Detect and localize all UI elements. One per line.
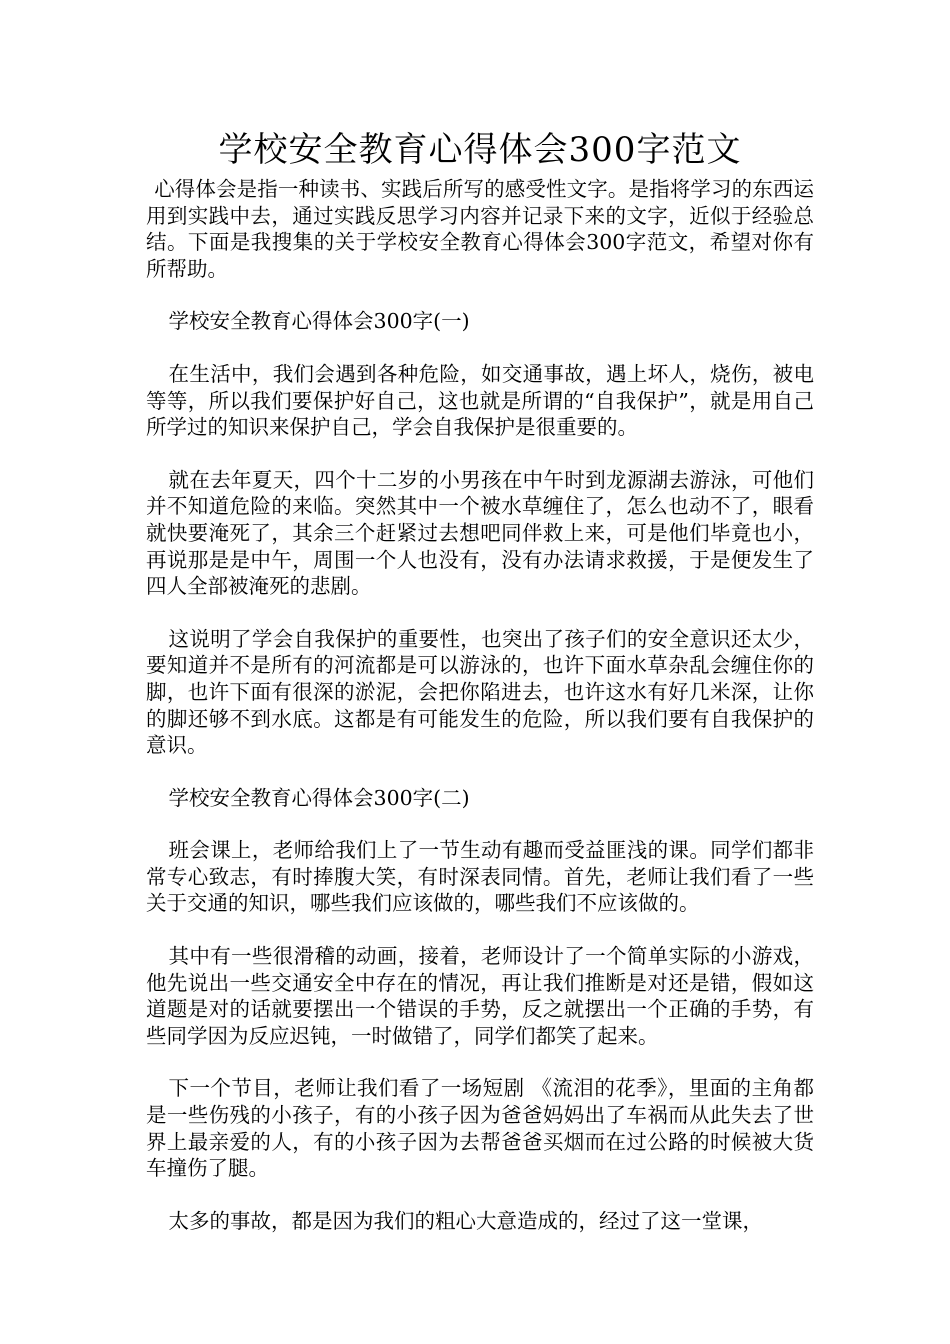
document-page: [146, 130, 814, 1260]
section-heading-2: 学校安全教育心得体会300字(二): [168, 785, 470, 810]
section1-paragraph-2: 就在去年夏天，四个十二岁的小男孩在中午时到龙源湖去游泳，可他们并不知道危险的来临。突然其中一个被水草缠住了，怎么也动不了，眼看就快要淹死了，其余三个赶紧过去想吧同伴救上来，可是他们毕竟也小，再说那是是中午，周围一个人也没有，没有办法请求救援，于是便发生了四人全部被淹死的悲剧。: [146, 467, 814, 599]
page-title: 学校安全教育心得体会300字范文: [218, 130, 742, 170]
section1-paragraph-1: 在生活中，我们会遇到各种危险，如交通事故，遇上坏人，烧伤，被电等等，所以我们要保护好自己，这也就是所谓的“自我保护”，就是用自己所学过的知识来保护自己，学会自我保护是很重要的。: [146, 361, 814, 440]
section2-paragraph-2: 其中有一些很滑稽的动画，接着，老师设计了一个简单实际的小游戏，他先说出一些交通安全中存在的情况，再让我们推断是对还是错，假如这道题是对的话就要摆出一个错误的手势，反之就摆出一个正确的手势，有些同学因为反应迟钝，一时做错了，同学们都笑了起来。: [146, 944, 814, 1048]
intro-paragraph: 心得体会是指一种读书、实践后所写的感受性文字。是指将学习的东西运用到实践中去，通过实践反思学习内容并记录下来的文字，近似于经验总结。下面是我搜集的关于学校安全教育心得体会300字范文，希望对你有所帮助。: [146, 177, 814, 281]
section2-paragraph-4: 太多的事故，都是因为我们的粗心大意造成的，经过了这一堂课，: [168, 1208, 764, 1233]
section2-paragraph-3: 下一个节目，老师让我们看了一场短剧 《流泪的花季》，里面的主角都是一些伤残的小孩子，有的小孩子因为爸爸妈妈出了车祸而从此失去了世界上最亲爱的人，有的小孩子因为去帮爸爸买烟而在过公路的时候被大货车撞伤了腿。: [146, 1076, 814, 1181]
section-heading-1: 学校安全教育心得体会300字(一): [168, 309, 470, 334]
section1-paragraph-3: 这说明了学会自我保护的重要性，也突出了孩子们的安全意识还太少，要知道并不是所有的河流都是可以游泳的，也许下面水草杂乱会缠住你的脚，也许下面有很深的淤泥，会把你陷进去，也许这水有好几米深，让你的脚还够不到水底。这都是有可能发生的危险，所以我们要有自我保护的意识。: [146, 626, 814, 758]
section2-paragraph-1: 班会课上，老师给我们上了一节生动有趣而受益匪浅的课。同学们都非常专心致志，有时捧腹大笑，有时深表同情。首先，老师让我们看了一些关于交通的知识，哪些我们应该做的，哪些我们不应该做的。: [146, 838, 814, 916]
